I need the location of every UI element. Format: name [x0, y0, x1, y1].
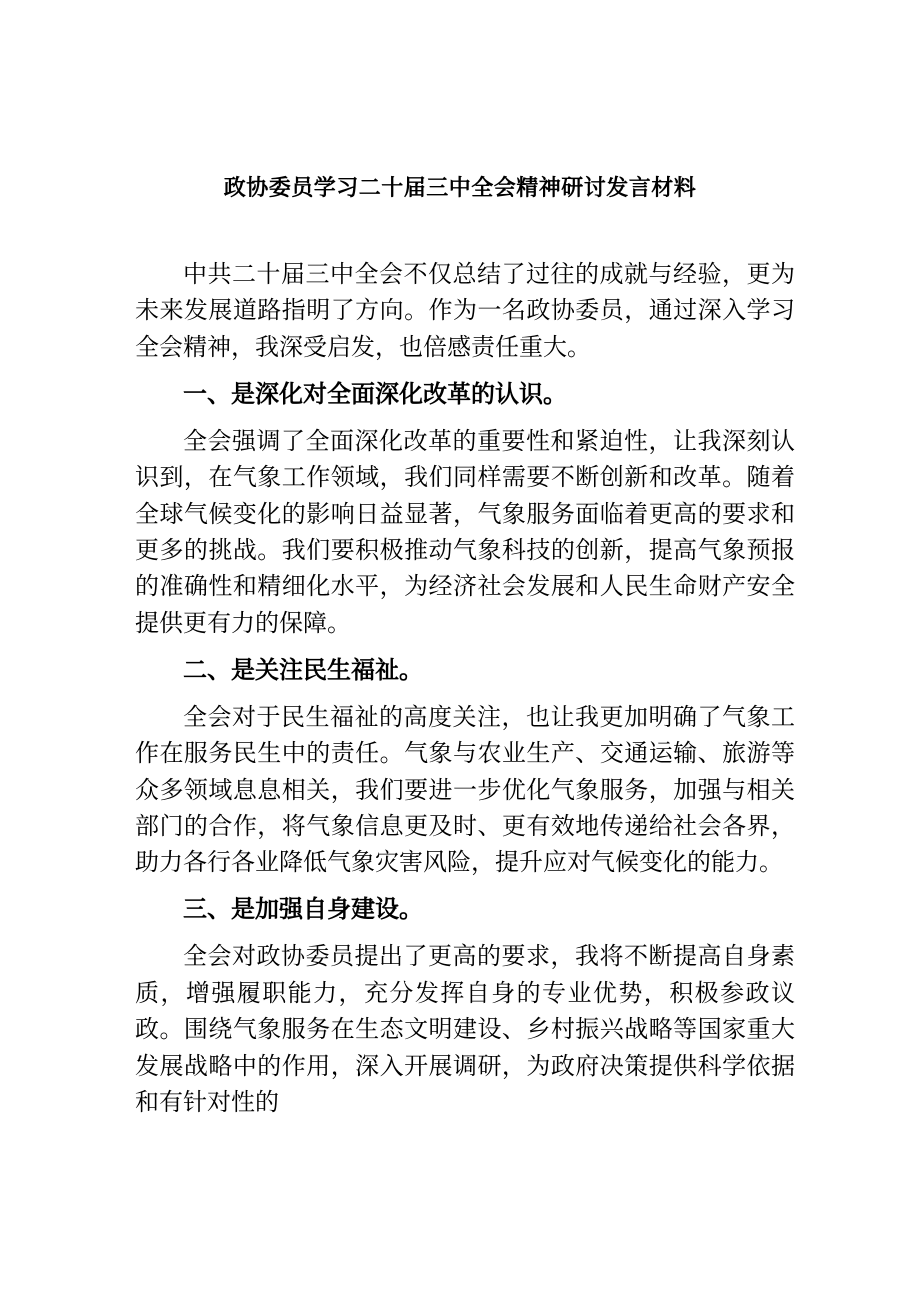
section-paragraph-3: 全会对政协委员提出了更高的要求，我将不断提高自身素质，增强履职能力，充分发挥自身的专业优势，积极参政议政。围绕气象服务在生态文明建设、乡村振兴战略等国家重大发展战略中的作用，深入开展调研，为政府决策提供科学依据和有针对性的	[135, 942, 795, 1117]
section-heading-3: 三、是加强自身建设。	[183, 894, 423, 924]
section-heading-2: 二、是关注民生福祉。	[183, 654, 423, 684]
document-title: 政协委员学习二十届三中全会精神研讨发言材料	[223, 175, 697, 201]
document-body	[135, 256, 795, 1131]
section-paragraph-1: 全会强调了全面深化改革的重要性和紧迫性，让我深刻认识到，在气象工作领域，我们同样需要不断创新和改革。随着全球气候变化的影响日益显著，气象服务面临着更高的要求和更多的挑战。我们要积极推动气象科技的创新，提高气象预报的准确性和精细化水平，为经济社会发展和人民生命财产安全提供更有力的保障。	[135, 426, 795, 637]
section-paragraph-2: 全会对于民生福祉的高度关注，也让我更加明确了气象工作在服务民生中的责任。气象与农业生产、交通运输、旅游等众多领域息息相关，我们要进一步优化气象服务，加强与相关部门的合作，将气象信息更及时、更有效地传递给社会各界，助力各行各业降低气象灾害风险，提升应对气候变化的能力。	[135, 702, 795, 877]
intro-paragraph: 中共二十届三中全会不仅总结了过往的成就与经验，更为未来发展道路指明了方向。作为一名政协委员，通过深入学习全会精神，我深受启发，也倍感责任重大。	[135, 260, 795, 361]
section-heading-1: 一、是深化对全面深化改革的认识。	[183, 378, 567, 408]
